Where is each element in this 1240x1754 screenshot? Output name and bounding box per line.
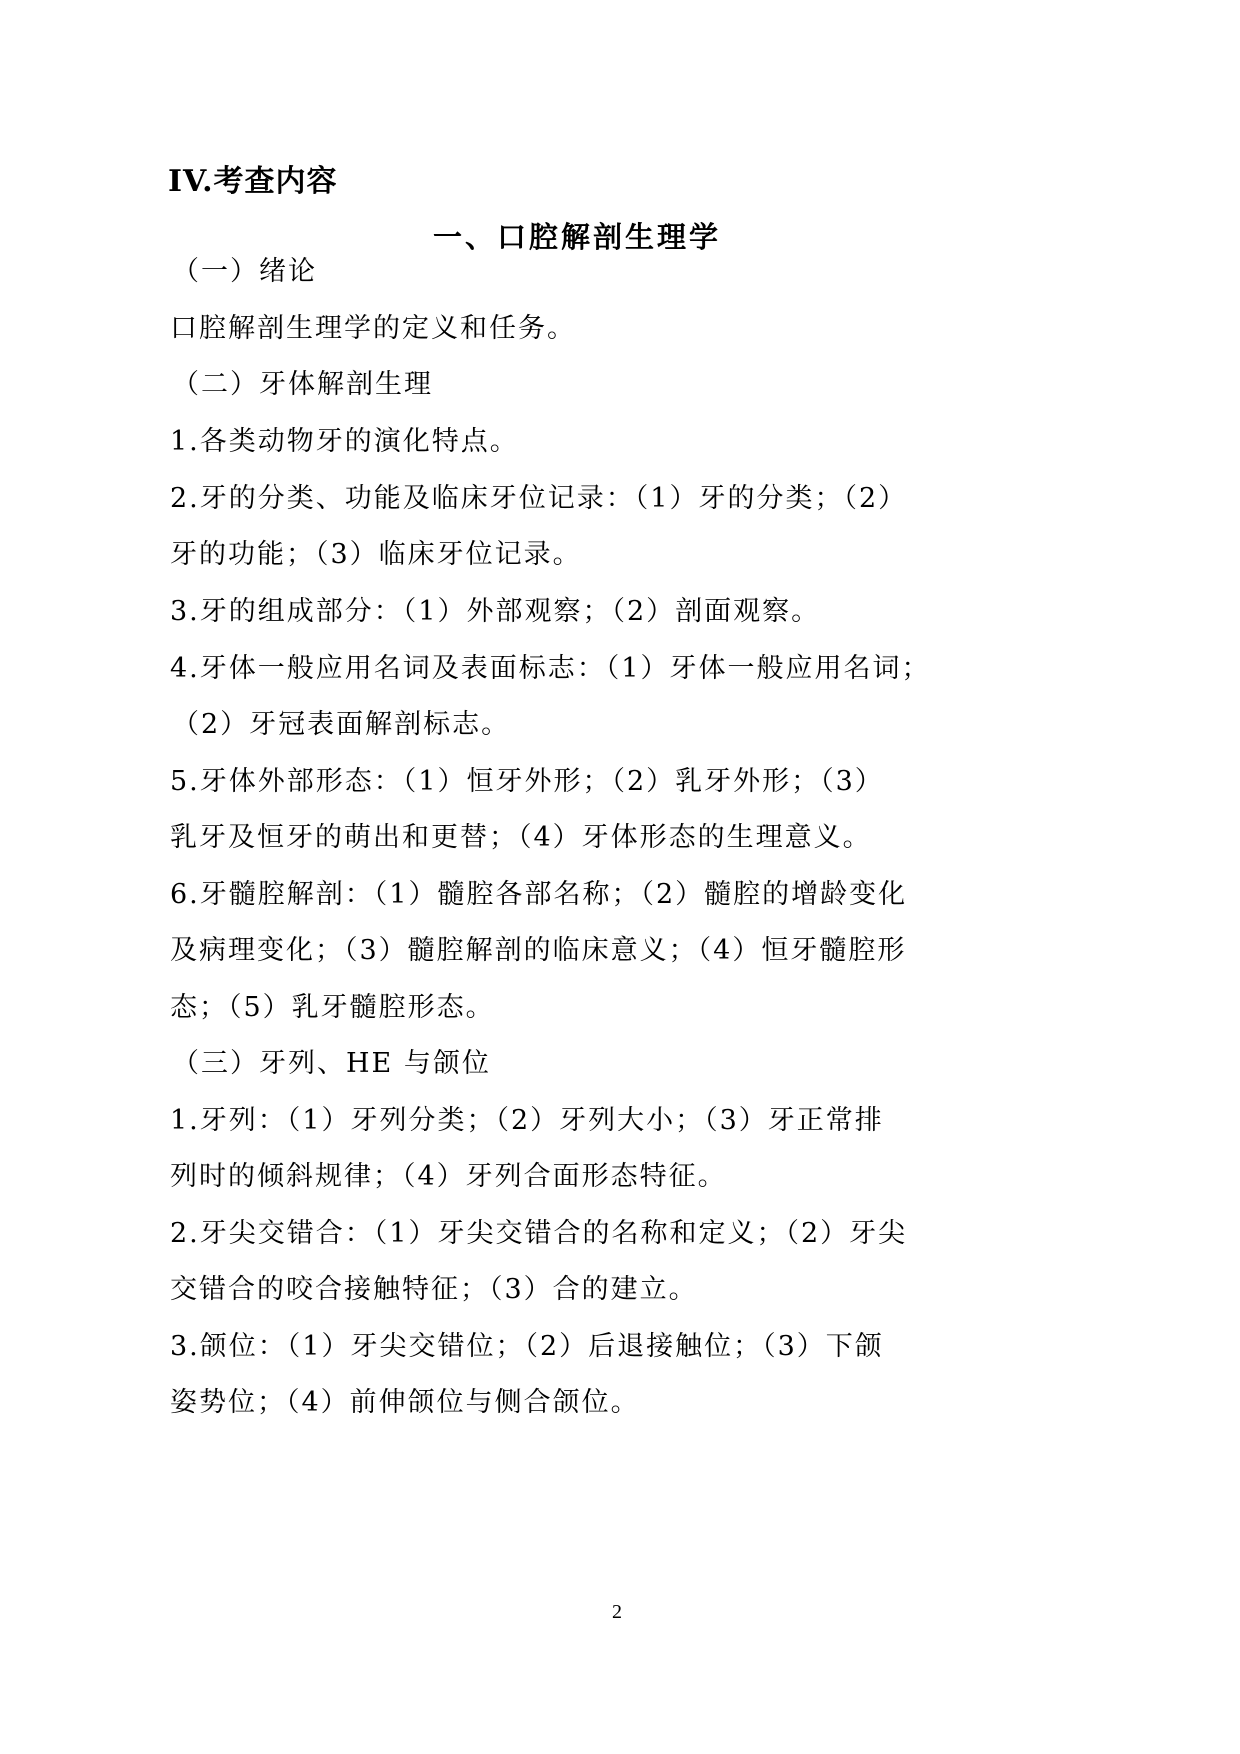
list-item: 6.牙髓腔解剖：（1）髓腔各部名称；（2）髓腔的增龄变化 (170, 879, 908, 910)
list-item: 5.牙体外部形态：（1）恒牙外形；（2）乳牙外形；（3） (170, 766, 884, 797)
list-item: 2.牙尖交错合：（1）牙尖交错合的名称和定义；（2）牙尖 (170, 1218, 908, 1249)
section-heading: IV.考查内容 (168, 164, 338, 199)
list-item-continuation: 牙的功能；（3）临床牙位记录。 (170, 539, 582, 570)
list-item: 1.牙列：（1）牙列分类；（2）牙列大小；（3）牙正常排 (170, 1105, 884, 1136)
subsection-heading: （三）牙列、HE 与颌位 (172, 1048, 491, 1079)
list-item: 3.牙的组成部分：（1）外部观察；（2）剖面观察。 (170, 596, 821, 627)
list-item-continuation: 态；（5）乳牙髓腔形态。 (170, 992, 495, 1023)
list-item-continuation: 交错合的咬合接触特征；（3）合的建立。 (170, 1274, 698, 1305)
subsection-heading: （一）绪论 (172, 256, 317, 287)
list-item-continuation: （2）牙冠表面解剖标志。 (172, 709, 511, 740)
chapter-title: 一、口腔解剖生理学 (433, 220, 722, 254)
list-item-continuation: 列时的倾斜规律；（4）牙列合面形态特征。 (170, 1161, 727, 1192)
list-item: 2.牙的分类、功能及临床牙位记录：（1）牙的分类；（2） (170, 483, 908, 514)
list-item-continuation: 姿势位；（4）前伸颌位与侧合颌位。 (170, 1387, 640, 1418)
list-item: 1.各类动物牙的演化特点。 (170, 426, 519, 457)
list-item: 4.牙体一般应用名词及表面标志：（1）牙体一般应用名词； (170, 653, 931, 684)
list-item-continuation: 及病理变化；（3）髓腔解剖的临床意义；（4）恒牙髓腔形 (170, 935, 907, 966)
body-line: 口腔解剖生理学的定义和任务。 (170, 313, 576, 344)
subsection-heading: （二）牙体解剖生理 (172, 369, 433, 400)
list-item: 3.颌位：（1）牙尖交错位；（2）后退接触位；（3）下颌 (170, 1331, 884, 1362)
page-number: 2 (612, 1601, 622, 1623)
list-item-continuation: 乳牙及恒牙的萌出和更替；（4）牙体形态的生理意义。 (170, 822, 872, 853)
